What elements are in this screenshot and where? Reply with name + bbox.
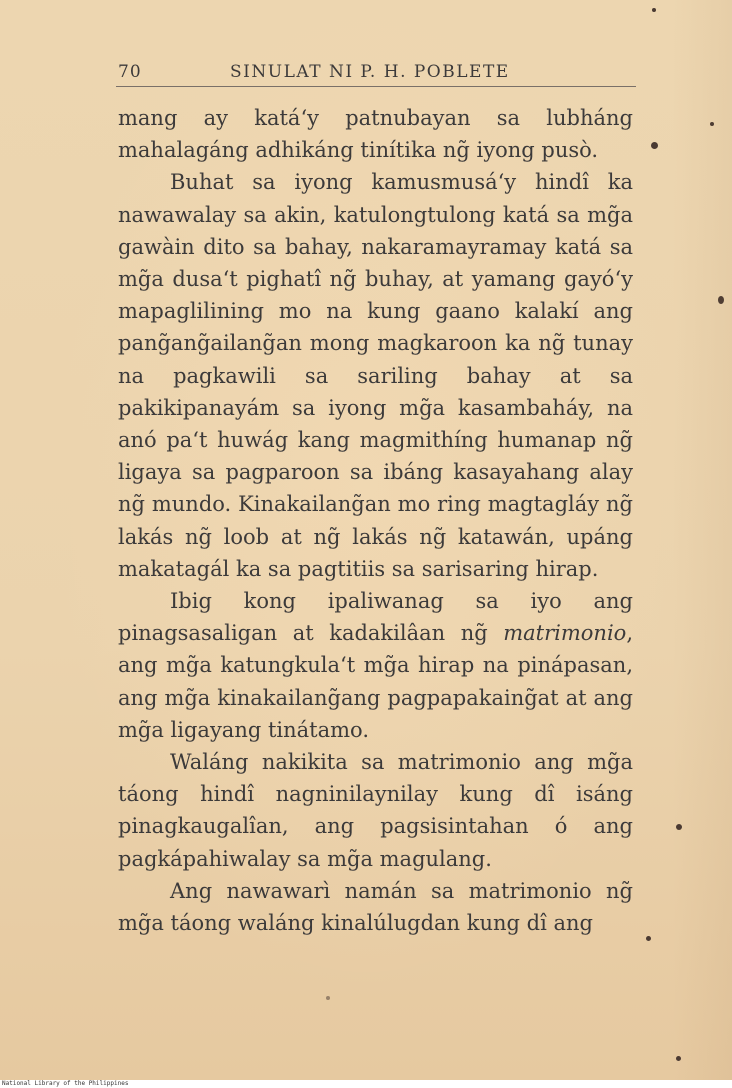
paragraph: Buhat sa iyong kamusmusá‘y hindî ka nawawalay sa akin, katulongtulong katá sa mg̃a gawàin dito sa bahay, nakaramayramay katá sa mg̃a dusa‘t pighatî ng̃ buhay, at yamang gayó‘y mapaglilining mo na kung gaano kalakí ang pang̃ang̃ailang̃an mong magkaroon ka ng̃ tunay na pagkawili sa sariling bahay at sa pakikipanayám sa iyong mg̃a kasambaháy, na anó pa‘t huwág kang magmithíng humanap ng̃ ligaya sa pagparoon sa ibáng kasayahang alay ng̃ mundo. Kinakailang̃an mo ring magtagláy ng̃ lakás ng̃ loob at ng̃ lakás ng̃ katawán, upáng makatagál ka sa pagtitiis sa sarisaring hirap. [118, 170, 633, 581]
paper-speck [652, 8, 656, 12]
paragraph [118, 585, 633, 746]
paragraph-text: Ibig kong ipaliwanag sa iyo ang pinagsasaligan at kadakilâan ng̃ [118, 589, 633, 646]
paper-speck [710, 122, 714, 126]
paper-speck [651, 142, 658, 149]
paper-speck [326, 996, 330, 1000]
paragraph: Ang nawawarì namán sa matrimonio ng̃ mg̃a táong waláng kinalúlugdan kung dî ang [118, 878, 633, 936]
footer-credit: National Library of the Philippines [0, 1080, 732, 1088]
paper-speck [646, 936, 651, 941]
running-head: SINULAT NI P. H. POBLETE [230, 62, 510, 82]
paragraph: Waláng nakikita sa matrimonio ang mg̃a táong hindî nagninilaynilay kung dî isáng pinagkaugalîan, ang pagsisintahan ó ang pagkápahiwalay sa mg̃a magulang. [118, 750, 633, 871]
body-text [118, 102, 633, 939]
paper-speck [676, 1056, 681, 1061]
page-header [116, 62, 636, 87]
paper-speck [718, 296, 724, 304]
paragraph-text: , ang mg̃a katungkula‘t mg̃a hirap na pinápasan, ang mg̃a kinakailang̃ang pagpapakaing̃at at ang mg̃a ligayang tinátamo. [118, 621, 633, 742]
page-number: 70 [118, 62, 142, 82]
paragraph: mang ay katá‘y patnubayan sa lubháng mahalagáng adhikáng tinítika ng̃ iyong pusò. [118, 106, 633, 163]
paper-speck [676, 824, 682, 830]
italic-term: matrimonio [503, 621, 627, 646]
